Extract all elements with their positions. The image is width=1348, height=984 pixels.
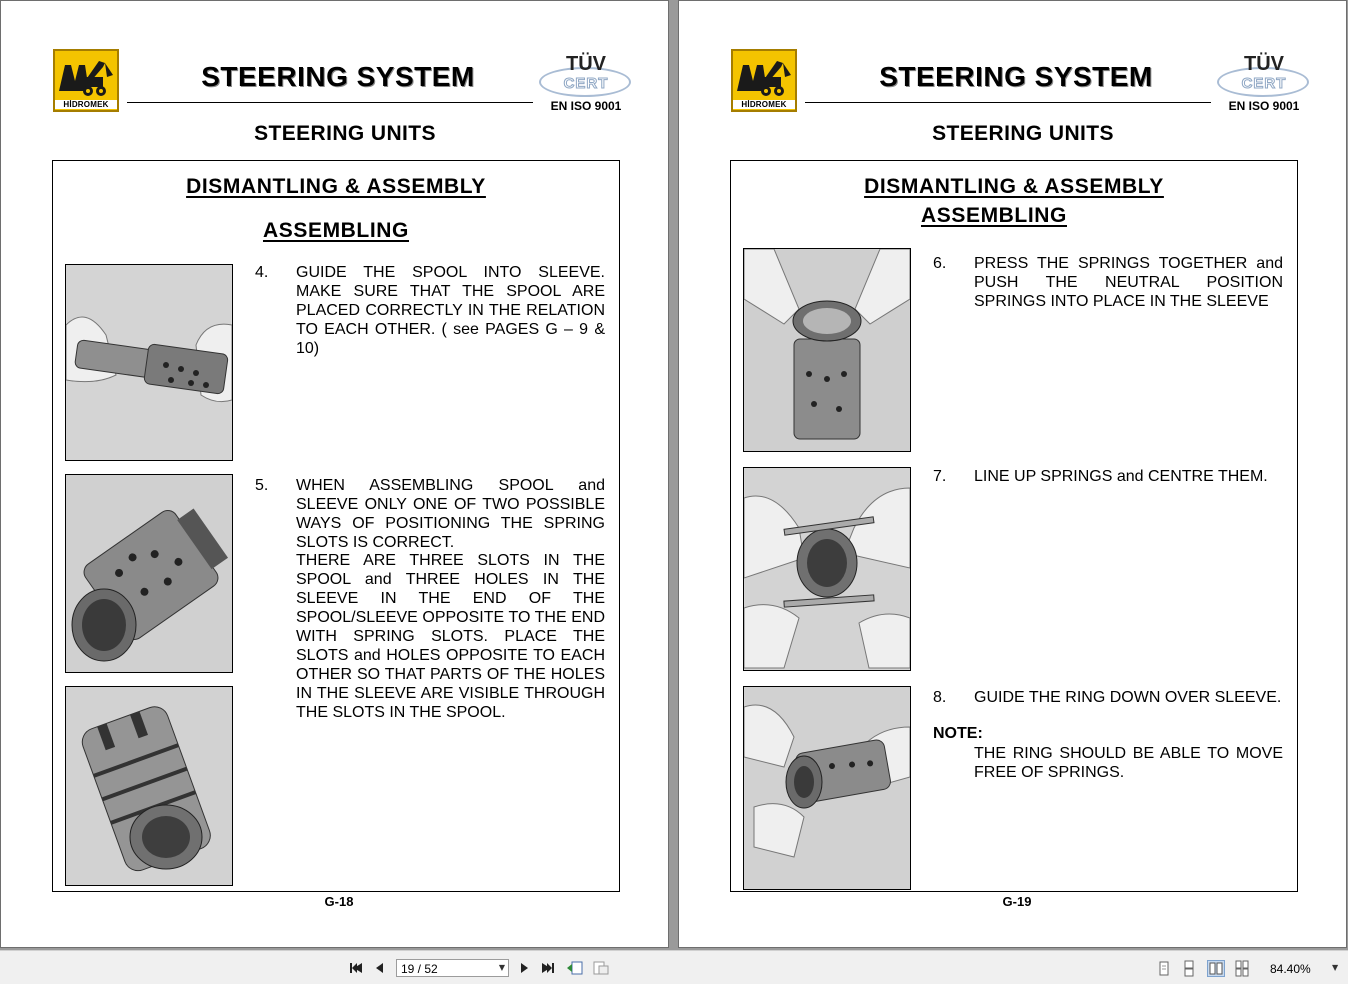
content-frame [52, 160, 620, 892]
photo-ring-over-sleeve [743, 686, 911, 890]
iso-label: EN ISO 9001 [1228, 99, 1300, 113]
step-5-text-continued: THERE ARE THREE SLOTS IN THE SPOOL and THREE HOLES IN THE SLEEVE IN THE END OF THE SPOOL/SLEEVE OPPOSITE TO THE END WITH SPRING SLOTS. PLACE THE SLOTS and HOLES OPPOSITE TO EACH OTHER SO THAT PARTS OF THE HOLES IN THE SLEEVE ARE VISIBLE THROUGH THE SLOTS IN THE SPOOL. [296, 552, 605, 721]
single-page-icon [1155, 960, 1173, 977]
step-7-text: LINE UP SPRINGS and CENTRE THEM. [974, 468, 1268, 485]
previous-page-icon [372, 960, 388, 976]
zoom-level[interactable]: 84.40% [1270, 962, 1311, 976]
photo-press-springs [743, 248, 911, 452]
heading-dismantling: DISMANTLING & ASSEMBLY [864, 175, 1164, 198]
document-page-right [678, 0, 1347, 948]
previous-view-button[interactable] [566, 960, 582, 976]
tuv-label: TÜV [1244, 53, 1284, 75]
photo-spool-sleeve-end [65, 474, 233, 673]
last-page-button[interactable] [540, 960, 556, 976]
next-page-button[interactable] [516, 960, 532, 976]
step-7-number: 7. [933, 468, 947, 485]
heading-assembling: ASSEMBLING [262, 219, 409, 242]
step-5-text: WHEN ASSEMBLING SPOOL and SLEEVE ONLY ONE OF TWO POSSIBLE WAYS OF POSITIONING THE SPRING SLOTS IS CORRECT. [296, 477, 605, 551]
logo-text: HİDROMEK [733, 100, 795, 109]
title-divider [805, 102, 1211, 103]
next-view-icon [592, 960, 610, 976]
first-page-icon [348, 960, 364, 976]
facing-view-button[interactable] [1207, 960, 1225, 977]
next-page-icon [516, 960, 532, 976]
tuv-label: TÜV [566, 53, 606, 75]
step-8-number: 8. [933, 689, 947, 706]
continuous-facing-icon [1233, 960, 1251, 977]
hidromek-logo [53, 49, 119, 112]
last-page-icon [540, 960, 556, 976]
hidromek-logo [731, 49, 797, 112]
logo-text: HİDROMEK [55, 100, 117, 109]
note-label: NOTE: [933, 725, 983, 742]
title-divider [127, 102, 533, 103]
step-5-number: 5. [255, 477, 269, 494]
photo-spool-slots [65, 686, 233, 886]
page-title: STEERING SYSTEM [201, 61, 475, 92]
heading-assembling: ASSEMBLING [920, 204, 1067, 227]
step-8-text: GUIDE THE RING DOWN OVER SLEEVE. [974, 689, 1282, 706]
page-number: G-18 [324, 894, 354, 909]
iso-label: EN ISO 9001 [550, 99, 622, 113]
chevron-down-icon: ▼ [498, 963, 505, 972]
photo-spool-into-sleeve [65, 264, 233, 461]
step-4-number: 4. [255, 264, 269, 281]
note-text: THE RING SHOULD BE ABLE TO MOVE FREE OF SPRINGS. [974, 745, 1283, 781]
continuous-facing-view-button[interactable] [1233, 960, 1251, 977]
step-6-text: PRESS THE SPRINGS TOGETHER and PUSH THE NEUTRAL POSITION SPRINGS INTO PLACE IN THE SLEEVE [974, 255, 1283, 310]
page-indicator: 19 / 52 [401, 962, 438, 976]
continuous-page-icon [1180, 960, 1198, 977]
photo-line-up-springs [743, 467, 911, 671]
continuous-view-button[interactable] [1180, 960, 1198, 977]
section-subtitle: STEERING UNITS [932, 122, 1114, 145]
heading-dismantling: DISMANTLING & ASSEMBLY [186, 175, 486, 198]
page-number: G-19 [1002, 894, 1032, 909]
cert-label: CERT [563, 75, 609, 92]
page-title: STEERING SYSTEM [879, 61, 1153, 92]
previous-page-button[interactable] [372, 960, 388, 976]
step-6-number: 6. [933, 255, 947, 272]
previous-view-icon [566, 960, 584, 976]
single-page-view-button[interactable] [1155, 960, 1173, 977]
page-number-select[interactable] [396, 959, 509, 977]
content-frame [730, 160, 1298, 892]
cert-label: CERT [1241, 75, 1287, 92]
first-page-button[interactable] [348, 960, 364, 976]
section-subtitle: STEERING UNITS [254, 122, 436, 145]
step-4-text: GUIDE THE SPOOL INTO SLEEVE. MAKE SURE THAT THE SPOOL ARE PLACED CORRECTLY IN THE RELATION TO EACH OTHER. ( see PAGES G – 9 & 10) [296, 264, 605, 357]
chevron-down-icon[interactable]: ▼ [1332, 963, 1339, 972]
facing-pages-icon [1208, 961, 1224, 976]
next-view-button[interactable] [592, 960, 608, 976]
viewer-toolbar [0, 950, 1348, 984]
tuv-cert-logo [1215, 53, 1313, 115]
tuv-cert-logo [537, 53, 635, 115]
document-page-left [0, 0, 669, 948]
